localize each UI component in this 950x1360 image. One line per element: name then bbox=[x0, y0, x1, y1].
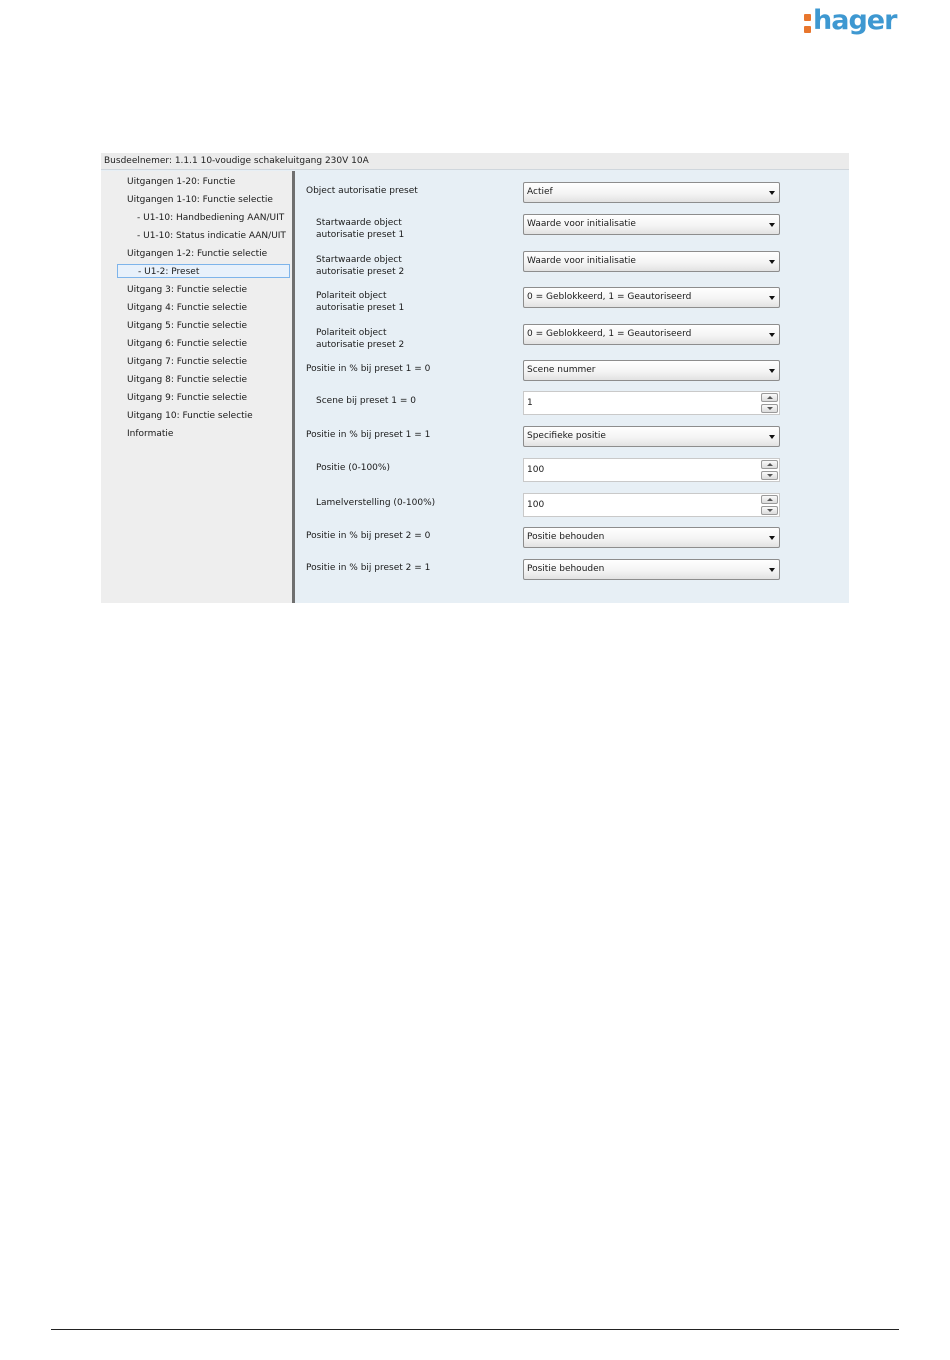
param-label: Polariteit object autorisatie preset 2 bbox=[316, 328, 405, 350]
dropdown-value: Specifieke positie bbox=[527, 431, 606, 441]
dropdown-arrow-icon bbox=[769, 296, 775, 300]
tree-item[interactable]: Uitgangen 1-10: Functie selectie bbox=[127, 195, 273, 205]
param-label: Polariteit object autorisatie preset 1 bbox=[316, 291, 405, 313]
tree-item[interactable]: Uitgang 5: Functie selectie bbox=[127, 321, 247, 331]
spin-up-icon[interactable] bbox=[761, 393, 778, 402]
dropdown-value: 0 = Geblokkeerd, 1 = Geautoriseerd bbox=[527, 329, 692, 339]
hager-logo bbox=[803, 5, 897, 42]
spin-down-icon[interactable] bbox=[761, 506, 778, 515]
dropdown[interactable] bbox=[523, 287, 780, 308]
dropdown-value: Actief bbox=[527, 187, 553, 197]
tree-item[interactable]: Uitgangen 1-2: Functie selectie bbox=[127, 249, 268, 259]
dropdown-arrow-icon bbox=[769, 568, 775, 572]
dropdown-value: Positie behouden bbox=[527, 564, 605, 574]
dropdown[interactable] bbox=[523, 182, 780, 203]
dropdown[interactable] bbox=[523, 360, 780, 381]
dropdown-value: Scene nummer bbox=[527, 365, 596, 375]
dropdown[interactable] bbox=[523, 559, 780, 580]
spin-up-icon[interactable] bbox=[761, 495, 778, 504]
param-label: Startwaarde object autorisatie preset 2 bbox=[316, 255, 405, 277]
tree-item[interactable]: Uitgang 3: Functie selectie bbox=[127, 285, 247, 295]
tree-item[interactable]: Uitgang 9: Functie selectie bbox=[127, 393, 247, 403]
tree-item[interactable]: Uitgang 10: Functie selectie bbox=[127, 411, 253, 421]
param-label: Positie in % bij preset 1 = 1 bbox=[306, 430, 431, 440]
spin-down-icon[interactable] bbox=[761, 471, 778, 480]
tree-item[interactable]: - U1-10: Handbediening AAN/UIT bbox=[137, 213, 285, 223]
param-label: Object autorisatie preset bbox=[306, 186, 418, 196]
parameter-window bbox=[101, 153, 849, 603]
dropdown-arrow-icon bbox=[769, 536, 775, 540]
spin-input[interactable] bbox=[523, 458, 780, 482]
tree-item-selected[interactable]: - U1-2: Preset bbox=[117, 264, 290, 278]
tree-item[interactable]: - U1-10: Status indicatie AAN/UIT bbox=[137, 231, 286, 241]
dropdown-arrow-icon bbox=[769, 223, 775, 227]
tree-item[interactable]: Uitgang 6: Functie selectie bbox=[127, 339, 247, 349]
pane-splitter[interactable] bbox=[292, 171, 295, 603]
dropdown-value: Waarde voor initialisatie bbox=[527, 256, 636, 266]
dropdown-value: Positie behouden bbox=[527, 532, 605, 542]
dropdown-value: Waarde voor initialisatie bbox=[527, 219, 636, 229]
dropdown[interactable] bbox=[523, 426, 780, 447]
dropdown-arrow-icon bbox=[769, 333, 775, 337]
tree-item[interactable]: Uitgang 8: Functie selectie bbox=[127, 375, 247, 385]
tree-item[interactable]: Uitgang 7: Functie selectie bbox=[127, 357, 247, 367]
param-label: Positie in % bij preset 1 = 0 bbox=[306, 364, 431, 374]
dropdown-value: 0 = Geblokkeerd, 1 = Geautoriseerd bbox=[527, 292, 692, 302]
parameter-tree bbox=[101, 171, 292, 603]
tree-item[interactable]: Informatie bbox=[127, 429, 174, 439]
param-label: Lamelverstelling (0-100%) bbox=[316, 498, 436, 508]
footer-divider bbox=[51, 1329, 899, 1330]
spin-down-icon[interactable] bbox=[761, 404, 778, 413]
dropdown-arrow-icon bbox=[769, 191, 775, 195]
dropdown[interactable] bbox=[523, 251, 780, 272]
param-label: Positie (0-100%) bbox=[316, 463, 390, 473]
window-title: Busdeelnemer: 1.1.1 10-voudige schakeluitgang 230V 10A bbox=[101, 153, 849, 170]
tree-item[interactable]: Uitgang 4: Functie selectie bbox=[127, 303, 247, 313]
param-label: Positie in % bij preset 2 = 0 bbox=[306, 531, 431, 541]
spin-value: 100 bbox=[527, 500, 545, 510]
logo-colon-icon bbox=[803, 14, 813, 36]
logo-text: hager bbox=[813, 5, 897, 36]
param-label: Startwaarde object autorisatie preset 1 bbox=[316, 218, 405, 240]
param-label: Positie in % bij preset 2 = 1 bbox=[306, 563, 431, 573]
dropdown-arrow-icon bbox=[769, 369, 775, 373]
spin-input[interactable] bbox=[523, 493, 780, 517]
spin-value: 1 bbox=[527, 398, 533, 408]
param-label: Scene bij preset 1 = 0 bbox=[316, 396, 416, 406]
dropdown-arrow-icon bbox=[769, 260, 775, 264]
spin-value: 100 bbox=[527, 465, 545, 475]
dropdown[interactable] bbox=[523, 324, 780, 345]
dropdown[interactable] bbox=[523, 214, 780, 235]
dropdown-arrow-icon bbox=[769, 435, 775, 439]
dropdown[interactable] bbox=[523, 527, 780, 548]
spin-input[interactable] bbox=[523, 391, 780, 415]
tree-item[interactable]: Uitgangen 1-20: Functie bbox=[127, 177, 236, 187]
spin-up-icon[interactable] bbox=[761, 460, 778, 469]
